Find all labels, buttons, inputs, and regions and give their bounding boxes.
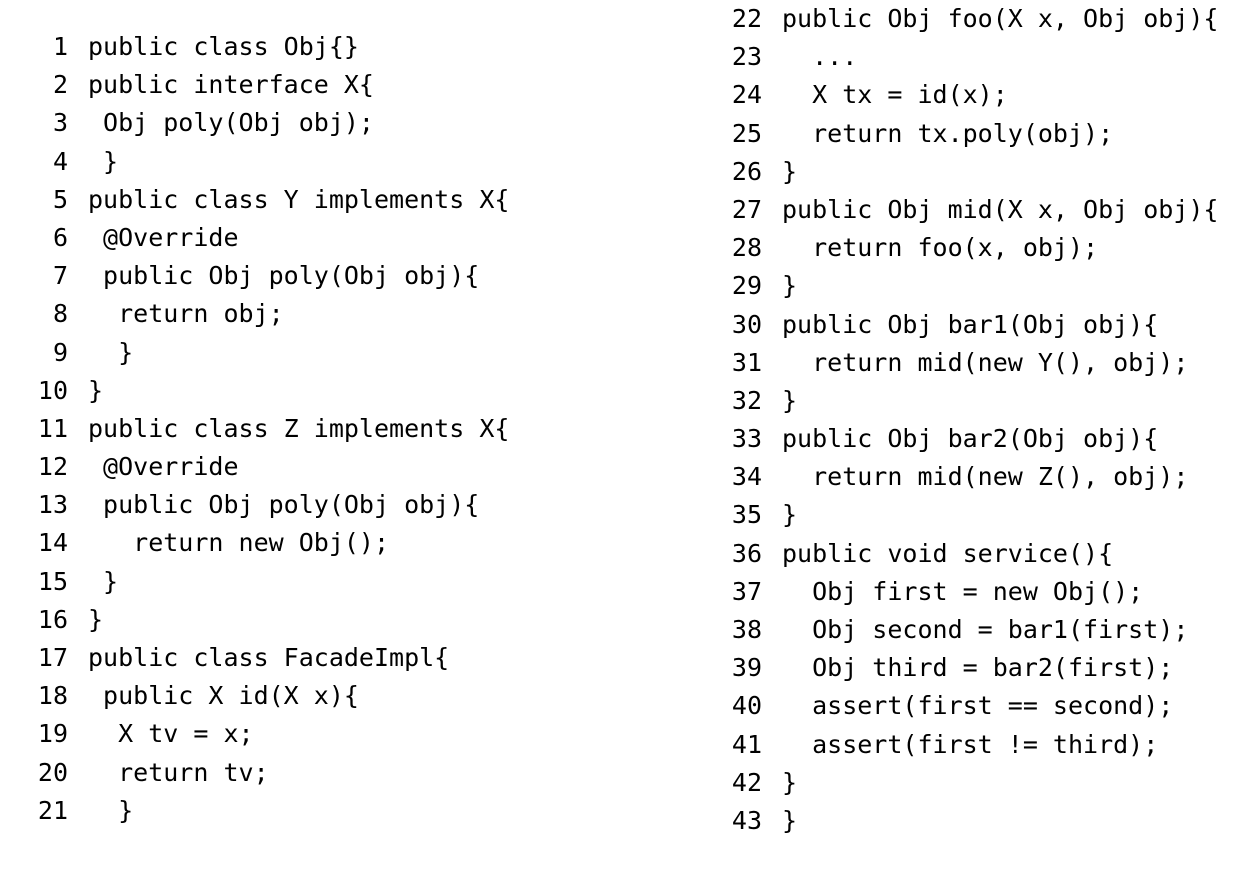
line-number: 10 <box>37 375 68 405</box>
line-number: 33 <box>731 424 762 454</box>
code-line <box>716 496 1252 534</box>
line-number: 3 <box>52 108 68 138</box>
line-number: 14 <box>37 528 68 558</box>
code-line <box>716 420 1252 458</box>
code-line <box>22 601 626 639</box>
line-code: return tv; <box>88 757 269 787</box>
line-code: @Override <box>88 222 239 252</box>
line-number: 5 <box>52 184 68 214</box>
code-line <box>22 295 626 333</box>
code-line <box>22 219 626 257</box>
code-line <box>716 764 1252 802</box>
code-line <box>22 715 626 753</box>
line-number: 16 <box>37 604 68 634</box>
line-code: } <box>782 805 798 835</box>
line-number: 38 <box>731 615 762 644</box>
code-line <box>22 448 626 486</box>
code-line <box>716 573 1252 611</box>
line-number: 34 <box>731 462 762 492</box>
line-number: 1 <box>52 32 68 61</box>
line-number: 32 <box>731 385 762 415</box>
line-number: 35 <box>731 500 762 530</box>
line-number: 2 <box>52 70 68 100</box>
line-code: public Obj mid(X x, Obj obj){ <box>782 194 1219 224</box>
code-line <box>716 0 1252 38</box>
line-number: 18 <box>37 681 68 711</box>
line-code: return tx.poly(obj); <box>782 118 1114 148</box>
line-code: } <box>782 767 798 797</box>
line-code: return obj; <box>88 299 284 329</box>
line-number: 11 <box>37 413 68 443</box>
line-number: 37 <box>731 576 762 606</box>
line-code: } <box>782 500 798 530</box>
line-number: 19 <box>37 719 68 749</box>
code-line <box>22 257 626 295</box>
line-number: 28 <box>731 233 762 263</box>
line-number: 4 <box>52 146 68 176</box>
line-number: 23 <box>731 42 762 72</box>
code-line <box>716 306 1252 344</box>
code-line <box>22 563 626 601</box>
line-number: 21 <box>37 795 68 825</box>
line-code: Obj second = bar1(first); <box>782 615 1189 644</box>
code-line <box>22 524 626 562</box>
line-code: Obj poly(Obj obj); <box>88 108 374 138</box>
code-line <box>716 153 1252 191</box>
code-column-right <box>626 0 1252 872</box>
line-number: 36 <box>731 538 762 568</box>
line-number: 7 <box>52 261 68 291</box>
line-code: Obj third = bar2(first); <box>782 653 1174 683</box>
line-number: 13 <box>37 490 68 520</box>
line-code: } <box>88 375 104 405</box>
line-number: 24 <box>731 80 762 110</box>
code-line <box>22 372 626 410</box>
line-code: } <box>88 566 119 596</box>
line-number: 12 <box>37 452 68 482</box>
code-line <box>22 792 626 830</box>
line-code: return mid(new Z(), obj); <box>782 462 1189 492</box>
line-number: 6 <box>52 222 68 252</box>
line-number: 43 <box>731 805 762 835</box>
line-code: public X id(X x){ <box>88 681 359 711</box>
line-number: 15 <box>37 566 68 596</box>
line-number: 29 <box>731 271 762 301</box>
line-code: assert(first == second); <box>782 691 1174 721</box>
code-line <box>22 28 626 66</box>
line-number: 30 <box>731 309 762 339</box>
line-code: public Obj bar1(Obj obj){ <box>782 309 1159 339</box>
code-line <box>716 267 1252 305</box>
code-line <box>22 486 626 524</box>
line-code: } <box>88 604 104 634</box>
line-code: return mid(new Y(), obj); <box>782 347 1189 377</box>
code-line <box>22 66 626 104</box>
line-code: @Override <box>88 452 239 482</box>
code-line <box>22 677 626 715</box>
code-line <box>22 104 626 142</box>
line-code: ... <box>782 42 858 72</box>
line-code: public interface X{ <box>88 70 374 100</box>
code-line <box>716 76 1252 114</box>
code-line <box>716 229 1252 267</box>
line-number: 9 <box>52 337 68 367</box>
line-code: } <box>782 385 798 415</box>
code-line <box>22 754 626 792</box>
line-number: 41 <box>731 729 762 759</box>
line-code: return new Obj(); <box>88 528 390 558</box>
code-line <box>716 344 1252 382</box>
line-number: 27 <box>731 194 762 224</box>
line-number: 39 <box>731 653 762 683</box>
code-line <box>22 181 626 219</box>
line-code: public Obj bar2(Obj obj){ <box>782 424 1159 454</box>
code-line <box>22 143 626 181</box>
line-number: 17 <box>37 643 68 672</box>
code-column-left <box>0 28 626 872</box>
code-line <box>22 334 626 372</box>
code-line <box>716 458 1252 496</box>
line-code: Obj first = new Obj(); <box>782 576 1144 606</box>
line-code: public class Z implements X{ <box>88 413 510 443</box>
line-code: public Obj poly(Obj obj){ <box>88 490 480 520</box>
line-code: X tx = id(x); <box>782 80 1008 110</box>
code-line <box>716 382 1252 420</box>
line-code: } <box>88 337 134 367</box>
line-number: 42 <box>731 767 762 797</box>
code-line <box>716 535 1252 573</box>
code-line <box>716 611 1252 649</box>
line-number: 26 <box>731 156 762 186</box>
line-number: 20 <box>37 757 68 787</box>
code-line <box>716 802 1252 840</box>
line-code: } <box>782 271 798 301</box>
line-code: public class FacadeImpl{ <box>88 643 450 672</box>
line-code: } <box>88 146 119 176</box>
line-code: } <box>782 156 798 186</box>
code-line <box>22 410 626 448</box>
code-line <box>716 191 1252 229</box>
line-number: 22 <box>731 4 762 33</box>
line-code: public Obj foo(X x, Obj obj){ <box>782 4 1219 33</box>
code-line <box>716 726 1252 764</box>
line-code: public class Y implements X{ <box>88 184 510 214</box>
line-number: 25 <box>731 118 762 148</box>
line-code: return foo(x, obj); <box>782 233 1099 263</box>
line-code: public Obj poly(Obj obj){ <box>88 261 480 291</box>
line-code: X tv = x; <box>88 719 254 749</box>
line-number: 40 <box>731 691 762 721</box>
code-line <box>716 687 1252 725</box>
code-line <box>716 115 1252 153</box>
line-number: 31 <box>731 347 762 377</box>
line-code: public class Obj{} <box>88 32 359 61</box>
code-line <box>22 639 626 677</box>
code-line <box>716 649 1252 687</box>
line-code: public void service(){ <box>782 538 1114 568</box>
line-code: assert(first != third); <box>782 729 1159 759</box>
code-line <box>716 38 1252 76</box>
line-number: 8 <box>52 299 68 329</box>
line-code: } <box>88 795 134 825</box>
